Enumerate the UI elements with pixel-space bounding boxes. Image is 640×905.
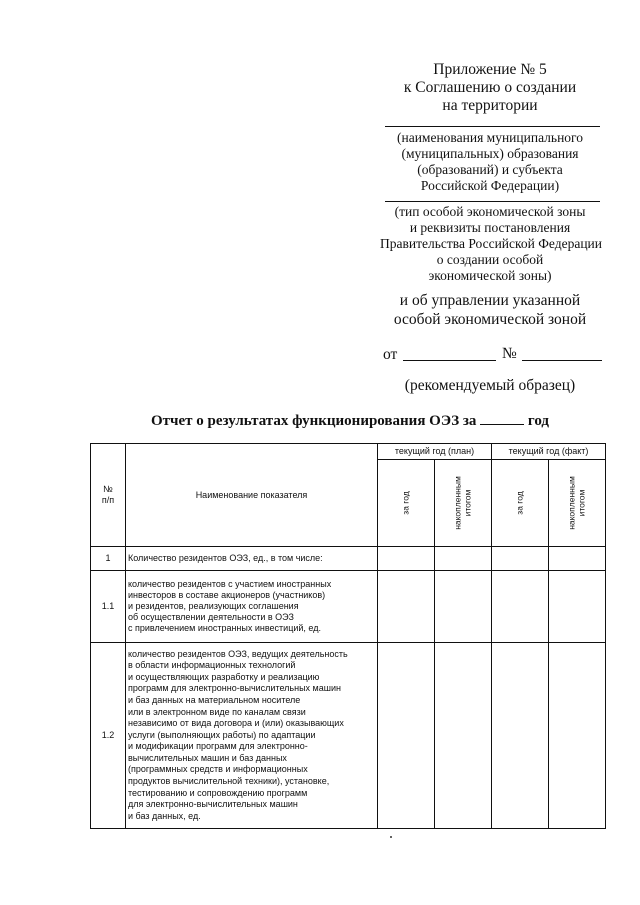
zone-type-line-4: о создании особой — [436, 252, 544, 267]
header-num: № п/п — [101, 484, 115, 505]
table-row — [91, 547, 606, 571]
row-num: 1.1 — [91, 571, 126, 643]
sub-fact-year-cell — [492, 460, 549, 547]
year-blank — [480, 412, 524, 425]
report-table — [90, 443, 606, 829]
value-cell[interactable] — [435, 643, 492, 829]
municipal-line-3: (образований) и субъекта — [417, 162, 563, 177]
header-fact: текущий год (факт) — [492, 444, 606, 460]
row-text: количество резидентов с участием иностранных инвесторов в составе акционеров (участников) и резидентов, реализующих соглашения об осуществлении деятельности в ОЭЗ с привлечением иностранных инвестиций, ед. — [126, 571, 378, 643]
value-cell[interactable] — [492, 547, 549, 571]
number-blank-line — [522, 360, 602, 361]
value-cell[interactable] — [378, 643, 435, 829]
zone-type-line-5: экономической зоны) — [428, 268, 552, 283]
municipal-line-2: (муниципальных) образования — [401, 146, 579, 161]
sub-fact-cumulative-cell — [549, 460, 606, 547]
value-cell[interactable] — [549, 643, 606, 829]
sub-plan-year: за год — [400, 491, 411, 515]
header-name-cell — [126, 444, 378, 547]
value-cell[interactable] — [492, 571, 549, 643]
sample-note: (рекомендуемый образец) — [404, 377, 576, 394]
report-title — [100, 412, 600, 430]
zone-type-line-2: и реквизиты постановления — [409, 220, 571, 235]
appendix-title: Приложение № 5 — [433, 61, 547, 78]
zone-blank-line — [385, 201, 600, 202]
header-name: Наименование показателя — [195, 489, 308, 500]
zone-type-line-3: Правительства Российской Федерации — [380, 236, 602, 251]
agreement-line-2: на территории — [442, 97, 538, 114]
value-cell[interactable] — [378, 547, 435, 571]
row-num: 1.2 — [91, 643, 126, 829]
report-title-prefix: Отчет о результатах функционирования ОЭЗ за — [151, 413, 477, 429]
scan-dot — [390, 836, 392, 838]
management-line-1: и об управлении указанной — [399, 292, 581, 309]
zone-type-line-1: (тип особой экономической зоны — [394, 204, 586, 219]
table-row — [91, 643, 606, 829]
header-num-cell — [91, 444, 126, 547]
municipal-line-1: (наименования муниципального — [396, 130, 583, 145]
report-title-suffix: год — [527, 413, 549, 429]
sub-fact-cumulative: накопленным итогом — [566, 476, 587, 530]
agreement-line-1: к Соглашению о создании — [403, 79, 577, 96]
management-line-2: особой экономической зоной — [393, 311, 587, 328]
sub-plan-year-cell — [378, 460, 435, 547]
table-row — [91, 571, 606, 643]
from-label: от — [383, 346, 398, 363]
sub-fact-year: за год — [514, 491, 525, 515]
sub-plan-cumulative-cell — [435, 460, 492, 547]
value-cell[interactable] — [492, 643, 549, 829]
row-text: Количество резидентов ОЭЗ, ед., в том числе: — [126, 547, 378, 571]
value-cell[interactable] — [435, 547, 492, 571]
header-plan: текущий год (план) — [378, 444, 492, 460]
row-num: 1 — [91, 547, 126, 571]
date-blank-line — [403, 360, 496, 361]
row-text: количество резидентов ОЭЗ, ведущих деятельность в области информационных технологий и осуществляющих разработку и реализацию программ для электронно-вычислительных машин и баз данных на материальном носителе или в электронном виде по каналам связи независимо от вида договора и (или) оказывающих услуги (выполняющих работы) по адаптации и модификации программ для электронно- вычислительных машин и баз данных (программных средств и информационных продуктов вычислительной техники), установке, тестированию и сопровождению программ для электронно-вычислительных машин и баз данных, ед. — [126, 643, 378, 829]
sub-plan-cumulative: накопленным итогом — [452, 476, 472, 530]
value-cell[interactable] — [549, 571, 606, 643]
municipal-line-4: Российской Федерации) — [420, 178, 560, 193]
number-label: № — [502, 345, 517, 362]
value-cell[interactable] — [549, 547, 606, 571]
territory-blank-line — [385, 126, 600, 127]
value-cell[interactable] — [378, 571, 435, 643]
value-cell[interactable] — [435, 571, 492, 643]
